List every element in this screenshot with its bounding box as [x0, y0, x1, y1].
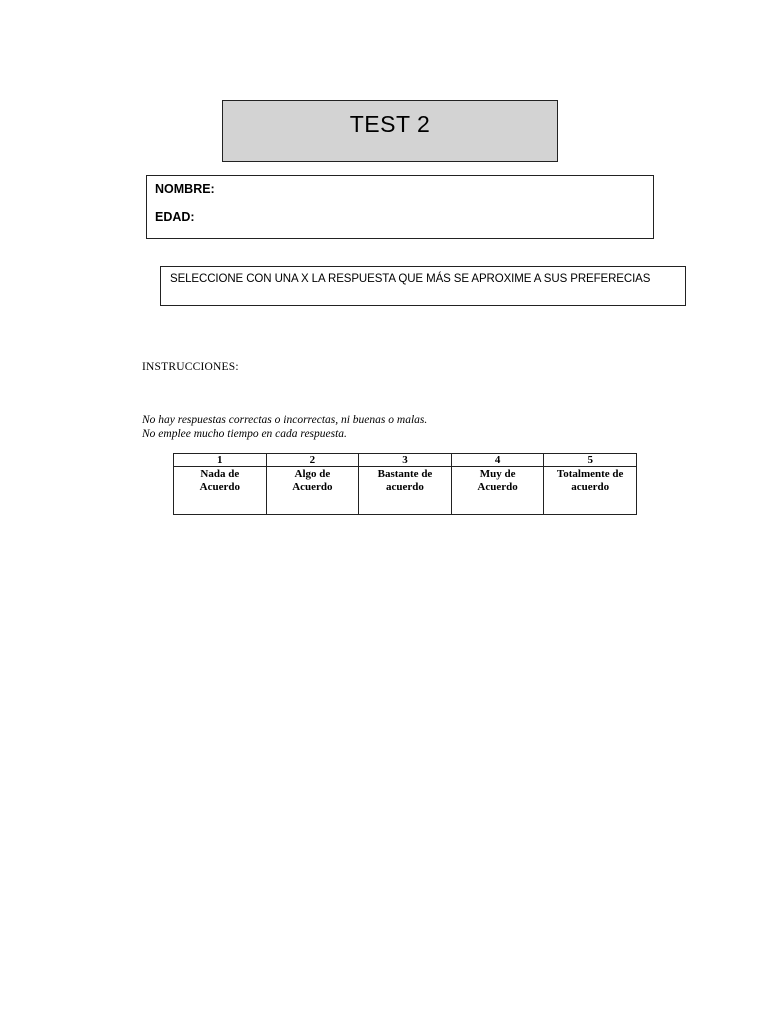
scale-label-line: Totalmente de — [556, 468, 624, 480]
scale-label-line: Acuerdo — [477, 481, 518, 493]
scale-number-row — [174, 454, 637, 467]
page-title: TEST 2 — [349, 111, 431, 137]
personal-info-box — [146, 175, 654, 239]
scale-number: 5 — [544, 454, 637, 467]
scale-label-line: acuerdo — [571, 481, 610, 493]
scale-label-cell — [451, 467, 544, 515]
scale-number: 3 — [359, 454, 452, 467]
age-label: EDAD: — [155, 210, 195, 224]
scale-label-cell — [174, 467, 267, 515]
scale-label-line: Algo de — [294, 468, 331, 480]
scale-label-cell — [359, 467, 452, 515]
scale-label-line: Acuerdo — [292, 481, 333, 493]
scale-label-line: Nada de — [200, 468, 240, 480]
scale-label-line: Acuerdo — [199, 481, 240, 493]
instruction-note-1: No hay respuestas correctas o incorrectas, ni buenas o malas. — [142, 414, 428, 426]
scale-label-cell — [544, 467, 637, 515]
scale-label-line: acuerdo — [386, 481, 424, 493]
scale-label-line: Muy de — [479, 468, 516, 480]
scale-number: 4 — [451, 454, 544, 467]
scale-number: 2 — [266, 454, 359, 467]
instructions-heading: INSTRUCCIONES: — [142, 361, 239, 373]
scale-label-cell — [266, 467, 359, 515]
scale-label-line: Bastante de — [377, 468, 433, 480]
name-label: NOMBRE: — [155, 182, 215, 196]
title-box — [222, 100, 558, 162]
scale-label-row — [174, 467, 637, 515]
scale-number: 1 — [174, 454, 267, 467]
instruction-note-2: No emplee mucho tiempo en cada respuesta. — [142, 428, 347, 440]
selection-instruction-box — [160, 266, 686, 306]
selection-instruction-text: SELECCIONE CON UNA X LA RESPUESTA QUE MÁS SE APROXIME A SUS PREFERECIAS — [170, 273, 651, 285]
response-scale-table — [173, 453, 637, 515]
